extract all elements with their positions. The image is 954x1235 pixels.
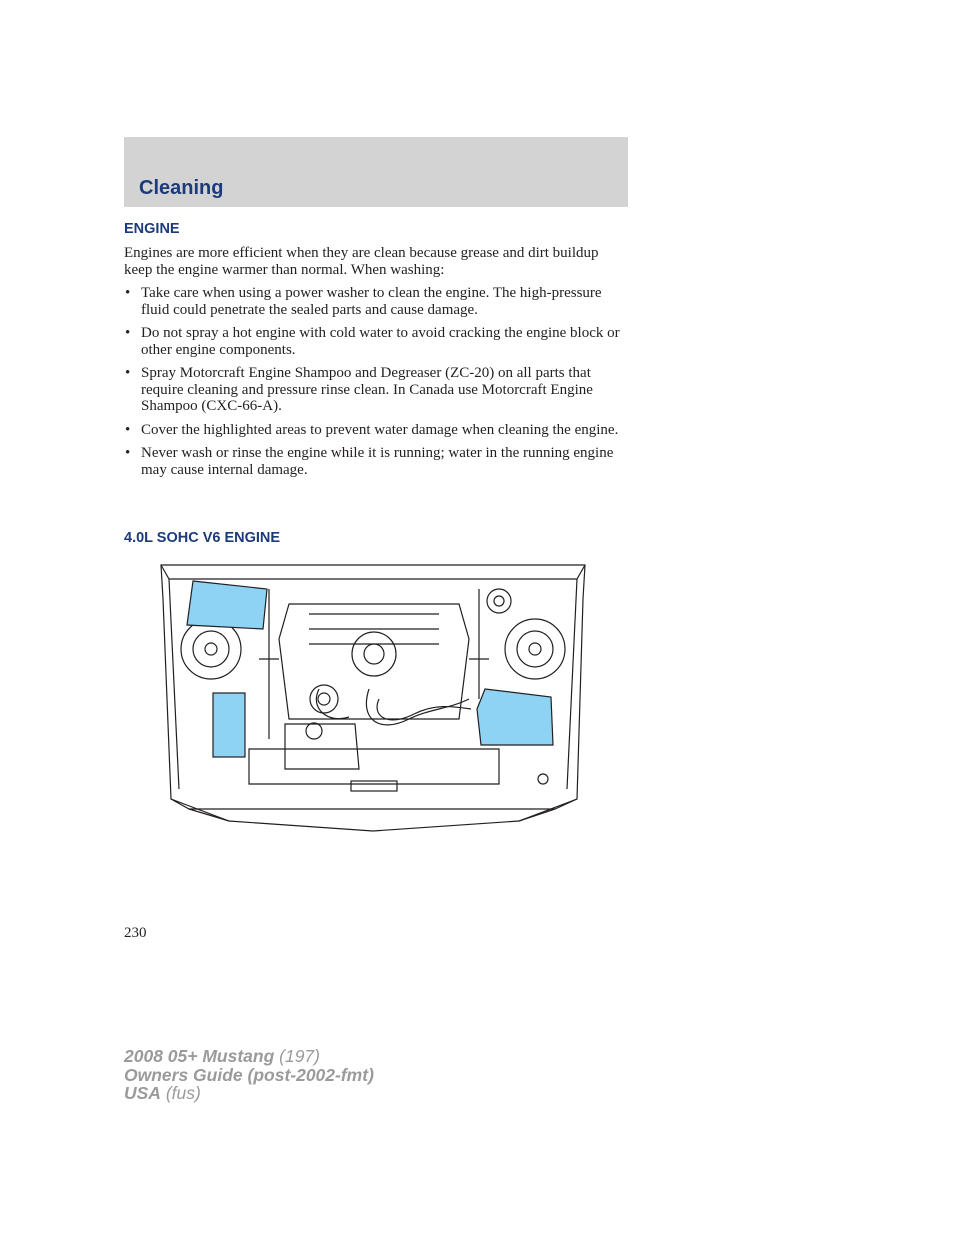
footer-market: USA [124,1083,161,1103]
section-title: Cleaning [139,177,224,199]
list-item [124,365,624,415]
bullet-icon: • [125,285,131,301]
bullet-text: Cover the highlighted areas to prevent water damage when cleaning the engine. [141,421,619,438]
footer-model-code: (197) [274,1046,320,1066]
engine-heading: ENGINE [124,221,180,237]
highlight-intake-box-right [477,689,553,745]
footer-line-1 [124,1047,374,1066]
bullet-icon: • [125,421,131,438]
engine-intro-paragraph: Engines are more efficient when they are clean because grease and dirt buildup keep the engine warmer than normal. When washing: [124,245,599,278]
section-header-band [124,137,628,207]
footer-line-3 [124,1084,374,1103]
bullet-text: Take care when using a power washer to clean the engine. The high-pressure fluid could penetrate the sealed parts and cause damage. [141,285,602,318]
list-item [124,445,624,478]
bullet-text: Spray Motorcraft Engine Shampoo and Degreaser (ZC-20) on all parts that require cleaning and pressure rinse clean. In Canada use Motorcraft Engine Shampoo (CXC-66-A). [141,365,593,414]
page-number: 230 [124,925,147,941]
list-item [124,422,624,439]
footer-market-code: (fus) [160,1083,201,1103]
bullet-text: Do not spray a hot engine with cold water to avoid cracking the engine block or other engine components. [141,325,620,358]
washing-precautions-list [124,285,624,485]
bullet-icon: • [125,365,131,381]
bullet-text: Never wash or rinse the engine while it is running; water in the running engine may cause internal damage. [141,445,614,478]
list-item [124,285,624,318]
highlight-air-box-left [187,581,267,629]
highlight-fuse-box [213,693,245,757]
bullet-icon: • [125,325,131,341]
bullet-icon: • [125,445,131,461]
v6-engine-heading: 4.0L SOHC V6 ENGINE [124,530,281,546]
engine-compartment-diagram [159,559,587,837]
footer-guide: Owners Guide (post-2002-fmt) [124,1064,374,1085]
document-footer [124,1047,374,1103]
footer-line-2 [124,1066,374,1085]
list-item [124,325,624,358]
footer-model: 2008 05+ Mustang [124,1046,275,1066]
